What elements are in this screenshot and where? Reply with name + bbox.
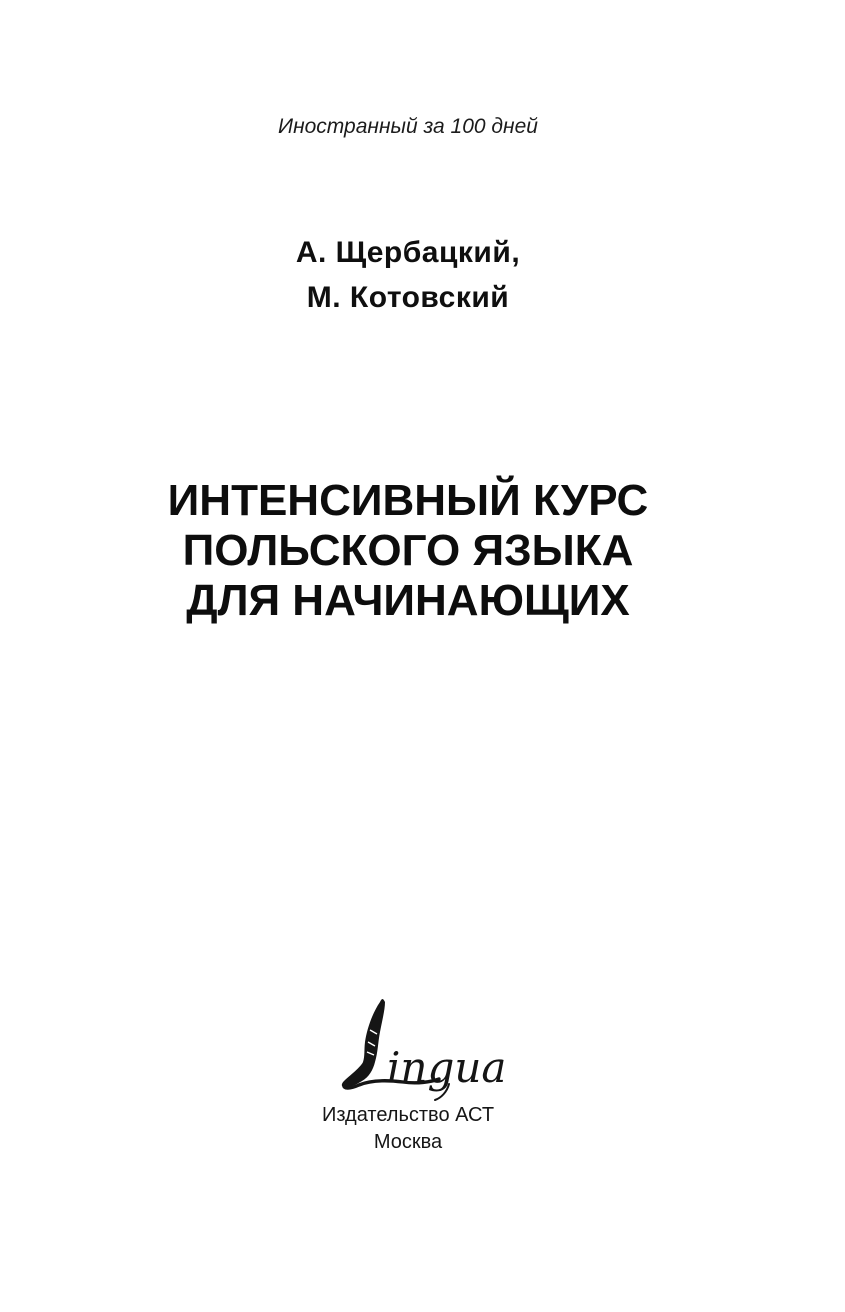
series-title: Иностранный за 100 дней — [278, 115, 538, 138]
publisher-name: Издательство АСТ — [321, 1104, 495, 1126]
publisher-block — [0, 1102, 816, 1156]
book-title-line-1: ИНТЕНСИВНЫЙ КУРС — [167, 476, 649, 525]
publisher-logo-lingua — [14, 992, 830, 1107]
logo-script-text: ingua — [387, 1043, 507, 1092]
feather-quill-L-icon — [337, 992, 507, 1102]
book-title — [0, 476, 816, 626]
publisher-city: Москва — [373, 1131, 443, 1153]
author-line-2: М. Котовский — [306, 281, 510, 314]
book-title-line-3: ДЛЯ НАЧИНАЮЩИХ — [186, 576, 630, 625]
authors-block — [0, 230, 816, 320]
book-title-line-2: ПОЛЬСКОГО ЯЗЫКА — [182, 526, 634, 575]
author-line-1: А. Щербацкий, — [295, 236, 521, 269]
